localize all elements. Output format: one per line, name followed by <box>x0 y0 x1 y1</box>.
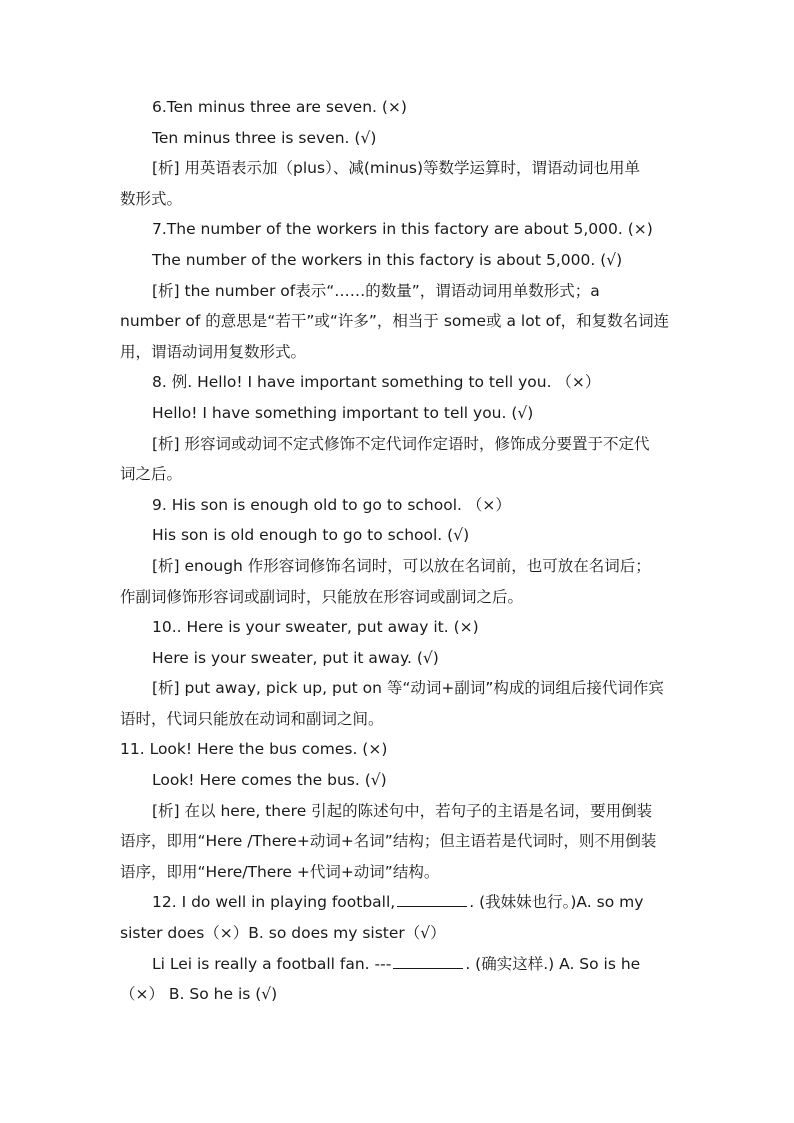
item-6-right: Ten minus three is seven. (√) <box>152 128 377 147</box>
item-11-right: Look! Here comes the bus. (√) <box>152 771 387 790</box>
answer-blank <box>393 952 463 969</box>
item-7-note-line-1: [析] the number of表示“……的数量”，谓语动词用单数形式；a <box>152 281 600 300</box>
item-12-question-1-suffix: . (我妹妹也行。)A. so my <box>469 893 644 912</box>
item-9-right: His son is old enough to go to school. (√) <box>152 526 470 545</box>
item-6-note-line-1: [析] 用英语表示加（plus）、减(minus)等数学运算时，谓语动词也用单 <box>152 159 641 178</box>
item-10-wrong: 10.. Here is your sweater, put away it. (×) <box>152 618 479 637</box>
item-12-question-1-continued: sister does（×）B. so does my sister（√） <box>120 924 446 943</box>
item-8-note-line-2: 词之后。 <box>120 465 183 484</box>
item-12-question-2-suffix: . (确实这样.) A. So is he <box>465 954 641 973</box>
item-11-wrong: 11. Look! Here the bus comes. (×) <box>120 740 388 759</box>
item-6-note-line-2: 数形式。 <box>120 189 183 208</box>
item-11-note-line-3: 语序，即用“Here/There +代词+动词”结构。 <box>120 862 440 881</box>
item-8-note-line-1: [析] 形容词或动词不定式修饰不定代词作定语时，修饰成分要置于不定代 <box>152 434 650 453</box>
item-10-note-line-2: 语时，代词只能放在动词和副词之间。 <box>120 709 384 728</box>
item-12-question-2 <box>120 949 676 980</box>
item-12-question-2-continued: （×） B. So he is (√) <box>120 985 278 1004</box>
item-12-question-1 <box>120 887 676 918</box>
item-12-question-2-prefix: Li Lei is really a football fan. --- <box>152 954 392 973</box>
item-7-wrong: 7.The number of the workers in this factory are about 5,000. (×) <box>152 220 653 239</box>
item-11-note-line-2: 语序，即用“Here /There+动词+名词”结构；但主语若是代词时，则不用倒装 <box>120 832 657 851</box>
item-7-note-line-2: number of 的意思是“若干”或“许多”，相当于 some或 a lot of，和复数名词连 <box>120 312 670 331</box>
item-9-wrong: 9. His son is enough old to go to school. （×） <box>152 495 511 514</box>
item-6-wrong: 6.Ten minus three are seven. (×) <box>152 98 407 116</box>
item-9-note-line-1: [析] enough 作形容词修饰名词时，可以放在名词前，也可放在名词后； <box>152 556 651 575</box>
item-9-note-line-2: 作副词修饰形容词或副词时，只能放在形容词或副词之后。 <box>120 587 524 606</box>
item-10-note-line-1: [析] put away, pick up, put on 等“动词+副词”构成的词组后接代词作宾 <box>152 679 664 698</box>
answer-blank <box>397 891 467 908</box>
item-10-right: Here is your sweater, put it away. (√) <box>152 648 439 667</box>
item-11-note-line-1: [析] 在以 here, there 引起的陈述句中，若句子的主语是名词，要用倒装 <box>152 801 653 820</box>
item-7-right: The number of the workers in this factory is about 5,000. (√) <box>152 250 623 269</box>
item-8-wrong: 8. 例. Hello! I have important something to tell you. （×） <box>152 373 601 392</box>
item-8-right: Hello! I have something important to tell you. (√) <box>152 403 534 422</box>
item-7-note-line-3: 用，谓语动词用复数形式。 <box>120 342 307 361</box>
document-body <box>120 92 676 1010</box>
item-12-question-1-prefix: 12. I do well in playing football, <box>152 893 396 912</box>
